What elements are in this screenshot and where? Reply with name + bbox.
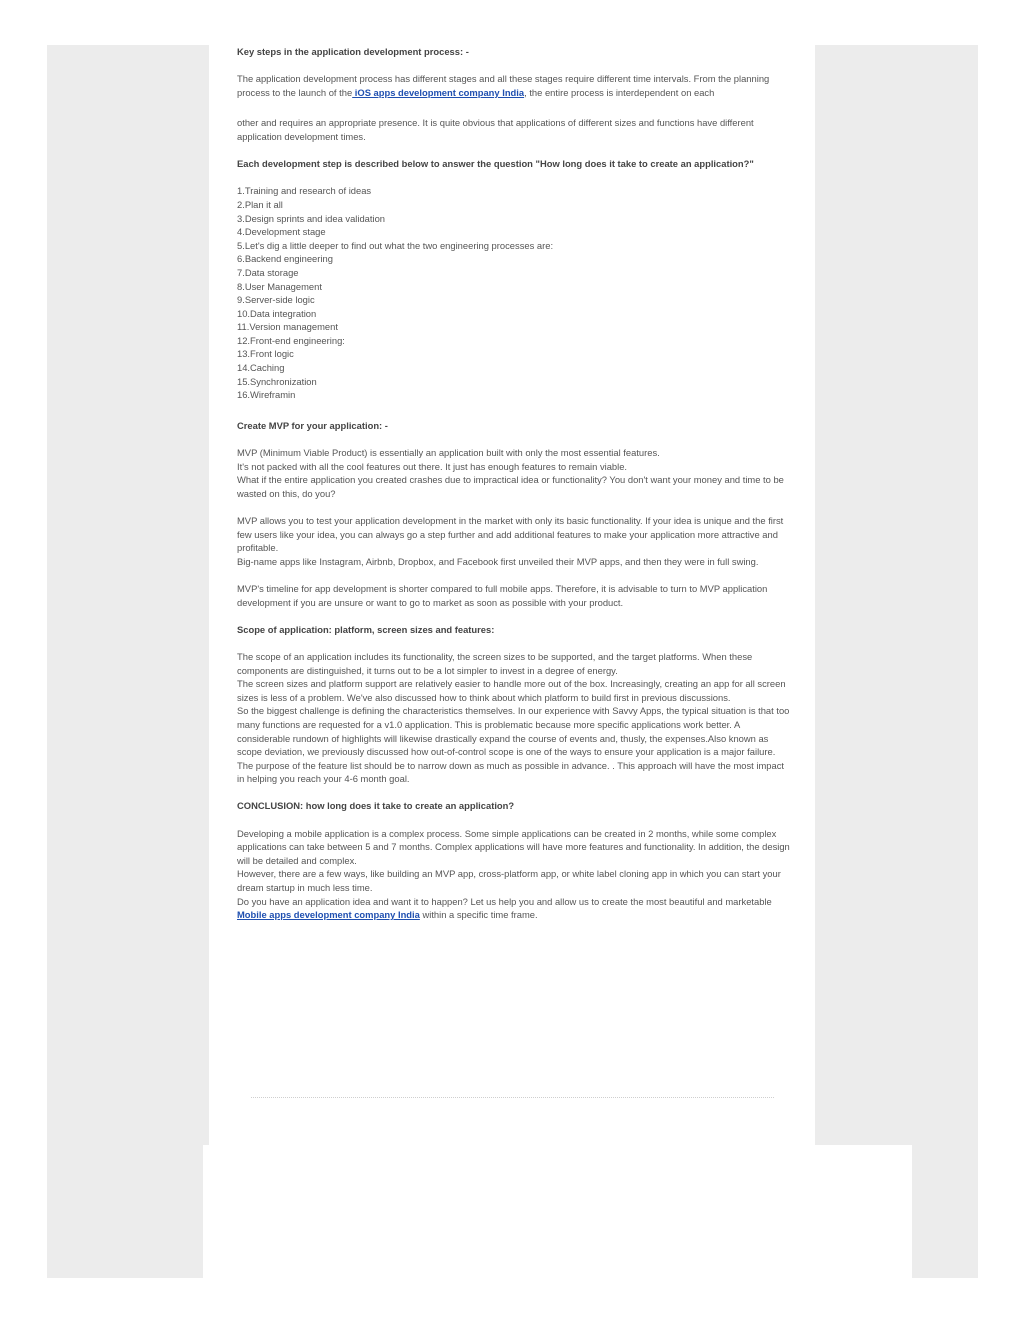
section-heading-steps: Each development step is described below to answer the question "How long does it take to create an application?": [237, 158, 754, 170]
list-item: 11.Version management: [237, 321, 338, 333]
section-heading-mvp: Create MVP for your application: -: [237, 419, 388, 431]
list-item: 12.Front-end engineering:: [237, 334, 345, 346]
page-margin-right: [815, 45, 978, 1278]
scope-paragraph-line: So the biggest challenge is defining the characteristics themselves. In our experience with Savvy Apps, the typical situation is that too many functions are requested for a v1.0 application. This is problematic because more specific applications work better. A considerable rundown of highlights will likewise drastically expand the course of events and, thusly, the expenses.Also known as scope deviation, we previously discussed how out-of-control scope is one of the ways to ensure your application is a major failure.: [237, 705, 790, 758]
footer-divider: [251, 1097, 774, 1098]
list-item: 16.Wireframin: [237, 389, 296, 401]
mvp-paragraph-line: MVP (Minimum Viable Product) is essentially an application built with only the most essential features.: [237, 447, 660, 459]
list-item: 8.User Management: [237, 280, 322, 292]
conclusion-text-end: within a specific time frame.: [419, 909, 538, 921]
list-item: 14.Caching: [237, 362, 285, 374]
document-body: [237, 45, 792, 922]
scope-paragraph-line: The scope of an application includes its functionality, the screen sizes to be supported, and the target platforms. When these components are distinguished, it turns out to be a lot simpler to invest in a degree of energy.: [237, 650, 753, 676]
list-item: 10.Data integration: [237, 307, 317, 319]
scope-paragraph-line: The purpose of the feature list should be to narrow down as much as possible in advance. . This approach will have the most impact in helping you reach your 4-6 month goal.: [237, 759, 784, 785]
list-item: 13.Front logic: [237, 348, 294, 360]
list-item: 5.Let's dig a little deeper to find out what the two engineering processes are:: [237, 239, 554, 251]
conclusion-text-start: Do you have an application idea and want it to happen? Let us help you and allow us to create the most beautiful and marketable: [237, 895, 772, 907]
list-item: 2.Plan it all: [237, 198, 283, 210]
list-item: 1.Training and research of ideas: [237, 185, 372, 197]
mvp-paragraph-line: What if the entire application you created crashes due to impractical idea or functionality? You don't want your money and time to be wasted on this, do you?: [237, 474, 784, 499]
list-item: 4.Development stage: [237, 226, 326, 238]
intro-paragraph-continued: other and requires an appropriate presence. It is quite obvious that applications of different sizes and functions have different application development times.: [237, 117, 754, 142]
list-item: 9.Server-side logic: [237, 294, 315, 306]
list-item: 3.Design sprints and idea validation: [237, 212, 386, 224]
mvp-paragraph-line: Big-name apps like Instagram, Airbnb, Dropbox, and Facebook first unveiled their MVP apps, and then they were in full swing.: [237, 555, 759, 567]
list-item: 7.Data storage: [237, 266, 299, 278]
section-heading-key-steps: Key steps in the application development process: -: [237, 46, 469, 57]
page-margin-bottom-right: [912, 1145, 978, 1278]
scope-paragraph-line: The screen sizes and platform support are relatively easier to handle more out of the box. Increasingly, creating an app for all screen sizes is less of a problem. We've also discussed how to think about which platform to build first in previous discussions.: [237, 678, 786, 703]
mvp-paragraph-line: MVP allows you to test your application development in the market with only its basic functionality. If your idea is unique and the first few users like your idea, you can always go a step further and add additional features to make your application more attractive and profitable.: [237, 515, 784, 554]
list-item: 15.Synchronization: [237, 375, 317, 387]
section-heading-conclusion: CONCLUSION: how long does it take to create an application?: [237, 800, 515, 812]
conclusion-paragraph-line: [237, 895, 792, 922]
mvp-paragraph-line: MVP's timeline for app development is shorter compared to full mobile apps. Therefore, it is advisable to turn to MVP application development if you are unsure or want to go to market as soon as possible with your product.: [237, 582, 768, 608]
page-margin-bottom-left: [47, 1145, 203, 1278]
section-heading-scope: Scope of application: platform, screen sizes and features:: [237, 623, 495, 635]
intro-paragraph: [237, 72, 792, 99]
conclusion-paragraph-line: Developing a mobile application is a complex process. Some simple applications can be created in 2 months, while some complex applications can take between 5 and 7 months. Complex applications will have more features and functionality. In addition, the design will be detailed and complex.: [237, 827, 790, 866]
intro-text-end: , the entire process is interdependent on each: [524, 86, 715, 98]
steps-list: [237, 184, 792, 402]
conclusion-paragraph-line: However, there are a few ways, like building an MVP app, cross-platform app, or white label cloning app in which you can start your dream startup in much less time.: [237, 868, 781, 894]
mvp-paragraph-line: It's not packed with all the cool features out there. It just has enough features to remain viable.: [237, 460, 628, 472]
list-item: 6.Backend engineering: [237, 253, 333, 265]
ios-apps-link[interactable]: iOS apps development company India: [352, 86, 525, 98]
mobile-apps-link[interactable]: Mobile apps development company India: [237, 909, 420, 921]
page-margin-left: [47, 45, 209, 1278]
intro-text-start: The application development process has different stages and all these stages require different time intervals. From the planning process to the launch of the: [237, 73, 770, 98]
document-page-lower: [203, 1145, 912, 1278]
